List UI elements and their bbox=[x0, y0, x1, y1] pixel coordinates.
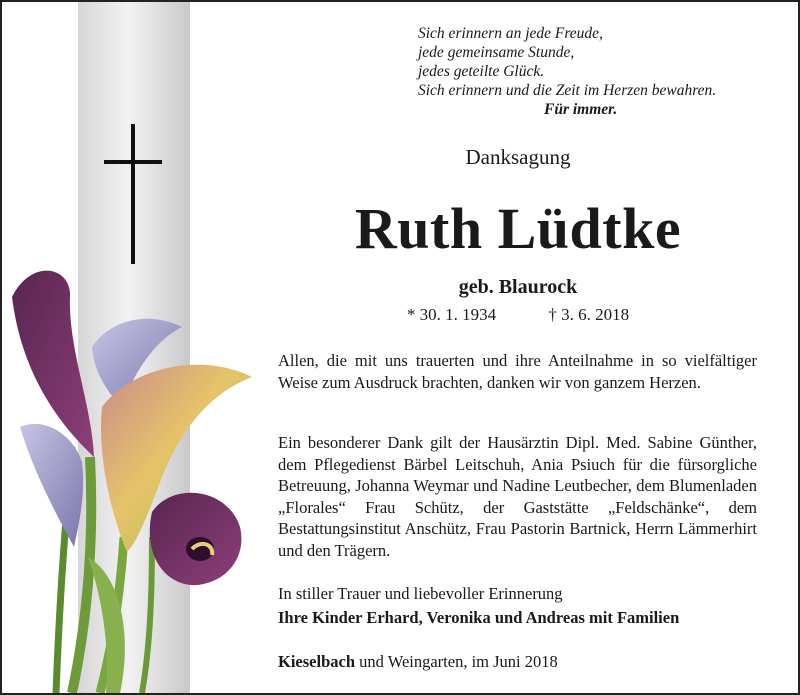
closing-line: In stiller Trauer und liebevoller Erinnerung bbox=[278, 584, 563, 603]
place-rest: und Weingarten, im Juni 2018 bbox=[355, 652, 558, 671]
special-thanks-paragraph: Ein besonderer Dank gilt der Hausärztin Dipl. Med. Sabine Günther, dem Pflegedienst Bärbel Leitschuh, Ania Psiuch für die fürsorgliche Betreuung, Johanna Weymar und Nadine Leutbecher, dem Blumenladen „Florales“ Frau Schütz, der Gaststätte „Feldschänke“, dem Bestattungsinstitut Anschütz, Frau Pastorin Bartnick, Herrn Lämmerhirt und den Trägern. bbox=[278, 433, 757, 560]
thanks-paragraph: Allen, die mit uns trauerten und ihre Anteilnahme in so vielfältiger Weise zum Ausdruck brachten, danken wir von ganzem Herzen. bbox=[278, 351, 757, 392]
poem-line: Sich erinnern und die Zeit im Herzen bewahren. bbox=[418, 82, 717, 99]
life-dates bbox=[278, 305, 758, 325]
death-date: † 3. 6. 2018 bbox=[548, 305, 630, 324]
cross-icon bbox=[104, 124, 162, 264]
heading: Danksagung bbox=[465, 145, 571, 169]
birth-name: geb. Blaurock bbox=[458, 276, 578, 298]
poem-closing: Für immer. bbox=[544, 101, 618, 118]
place-date bbox=[278, 652, 558, 672]
birth-date: * 30. 1. 1934 bbox=[406, 305, 497, 324]
poem-line: jede gemeinsame Stunde, bbox=[418, 44, 575, 61]
poem bbox=[418, 24, 778, 119]
poem-line: jedes geteilte Glück. bbox=[418, 63, 545, 80]
town: Kieselbach bbox=[278, 652, 355, 671]
poem-line: Sich erinnern an jede Freude, bbox=[418, 25, 603, 42]
calla-lily-image bbox=[2, 257, 262, 693]
deceased-name: Ruth Lüdtke bbox=[354, 196, 682, 261]
family-signature: Ihre Kinder Erhard, Veronika und Andreas mit Familien bbox=[278, 608, 680, 627]
